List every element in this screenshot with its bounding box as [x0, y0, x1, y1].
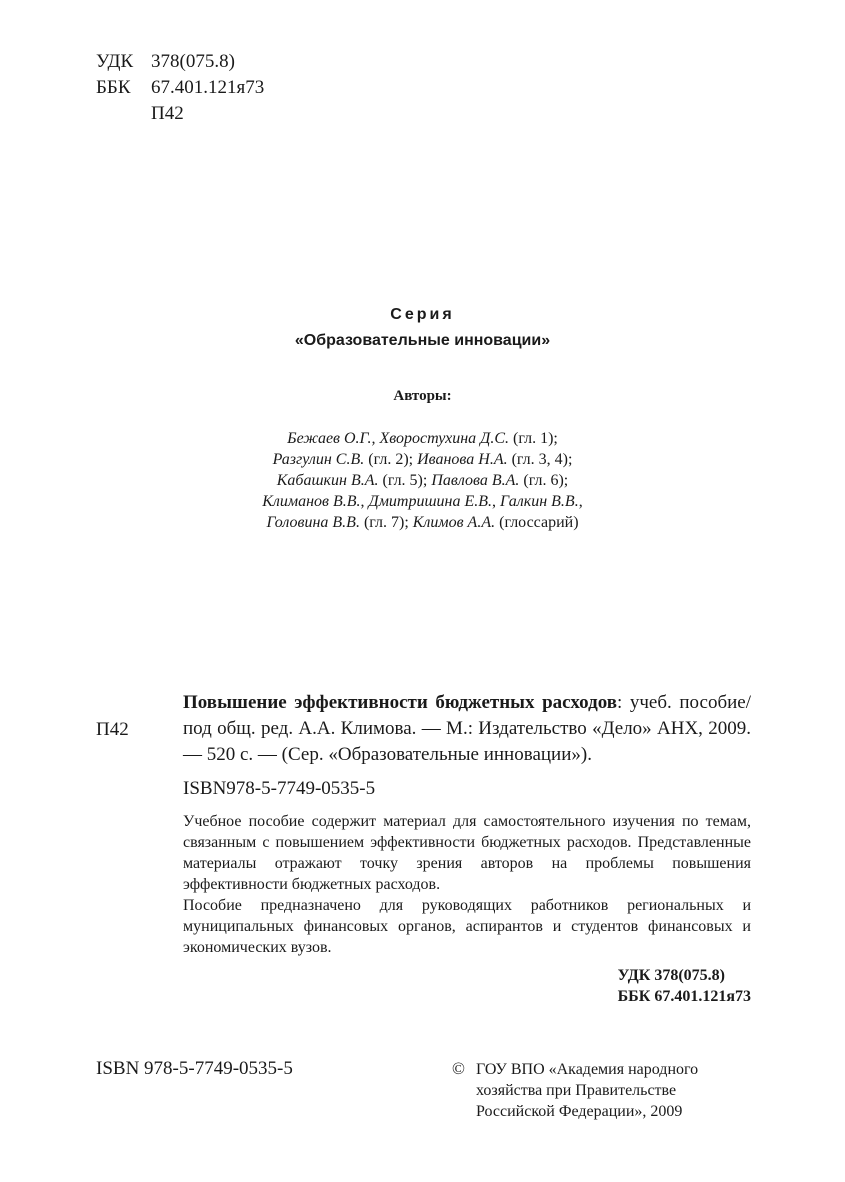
authors-list — [0, 428, 845, 533]
author-line — [0, 428, 845, 449]
author-chapter: (гл. 3, 4); — [507, 451, 573, 468]
bbk-label: ББК — [96, 77, 131, 98]
author-name: Бежаев О.Г., Хворостухина Д.С. — [287, 430, 509, 447]
udk-value: 378(075.8) — [151, 51, 235, 72]
bbk-row — [96, 75, 264, 101]
author-name: Дмитришина Е.В. — [368, 493, 493, 510]
author-line — [0, 470, 845, 491]
author-name: Павлова В.А. — [431, 472, 520, 489]
author-chapter: , — [492, 493, 501, 510]
copyright-line: хозяйства при Правительстве — [476, 1082, 677, 1099]
author-line — [0, 512, 845, 533]
author-chapter: (гл. 1); — [509, 430, 558, 447]
bbk-value: 67.401.121я73 — [151, 77, 265, 98]
author-line — [0, 449, 845, 470]
abstract — [183, 811, 751, 958]
bibliographic-details: : учеб. пособие/под общ. ред. А.А. Климова. — М.: Издательство «Дело» АНХ, 2009. — 520 с. — (Сер. «Образовательные инновации»). — [183, 692, 751, 765]
bibliography-author-mark: П42 — [96, 719, 129, 740]
author-name: Кабашкин В.А. — [276, 472, 379, 489]
author-chapter: (глоссарий) — [495, 514, 579, 531]
copyright-block — [452, 1058, 698, 1122]
book-title: Повышение эффективности бюджетных расходов — [183, 692, 617, 713]
author-chapter: , — [578, 493, 583, 510]
bibliography-isbn: ISBN978-5-7749-0535-5 — [183, 778, 376, 799]
author-name: Климов А.А. — [412, 514, 496, 531]
author-name: Головина В.В. — [266, 514, 360, 531]
author-name: Иванова Н.А. — [417, 451, 508, 468]
author-name: Климанов В.В. — [262, 493, 361, 510]
udk-row — [96, 49, 264, 75]
author-chapter: (гл. 5); — [378, 472, 432, 489]
copyright-symbol: © — [452, 1059, 465, 1078]
authors-title: Авторы: — [393, 388, 452, 404]
udk-label: УДК — [96, 51, 134, 72]
author-line — [0, 491, 845, 512]
classification-block — [96, 49, 264, 127]
author-chapter: (гл. 2); — [364, 451, 418, 468]
author-chapter: , — [360, 493, 369, 510]
author-name: Галкин В.В. — [500, 493, 579, 510]
abstract-paragraph: Учебное пособие содержит материал для самостоятельного изучения по темам, связанным с повышением эффективности бюджетных расходов. Представленные материалы отражают точку зрения авторов на проблемы повышения эффективности бюджетных расходов. — [183, 813, 751, 893]
bottom-bbk: ББК 67.401.121я73 — [617, 988, 751, 1005]
copyright-line: ГОУ ВПО «Академия народного — [476, 1061, 699, 1078]
bottom-classification — [618, 965, 751, 1007]
bottom-udk: УДК 378(075.8) — [617, 967, 725, 984]
author-name: Разгулин С.В. — [272, 451, 365, 468]
copyright-line: Российской Федерации», 2009 — [476, 1103, 683, 1120]
series-name: «Образовательные инновации» — [294, 332, 551, 349]
abstract-paragraph: Пособие предназначено для руководящих работников региональных и муниципальных финансовых органов, аспирантов и студентов финансовых и экономических вузов. — [183, 897, 751, 956]
bibliographic-record — [183, 690, 751, 768]
author-chapter: (гл. 6); — [519, 472, 569, 489]
series-label: Серия — [390, 306, 455, 323]
author-mark: П42 — [151, 103, 184, 124]
author-chapter: (гл. 7); — [359, 514, 413, 531]
footer-isbn: ISBN 978-5-7749-0535-5 — [96, 1058, 293, 1079]
